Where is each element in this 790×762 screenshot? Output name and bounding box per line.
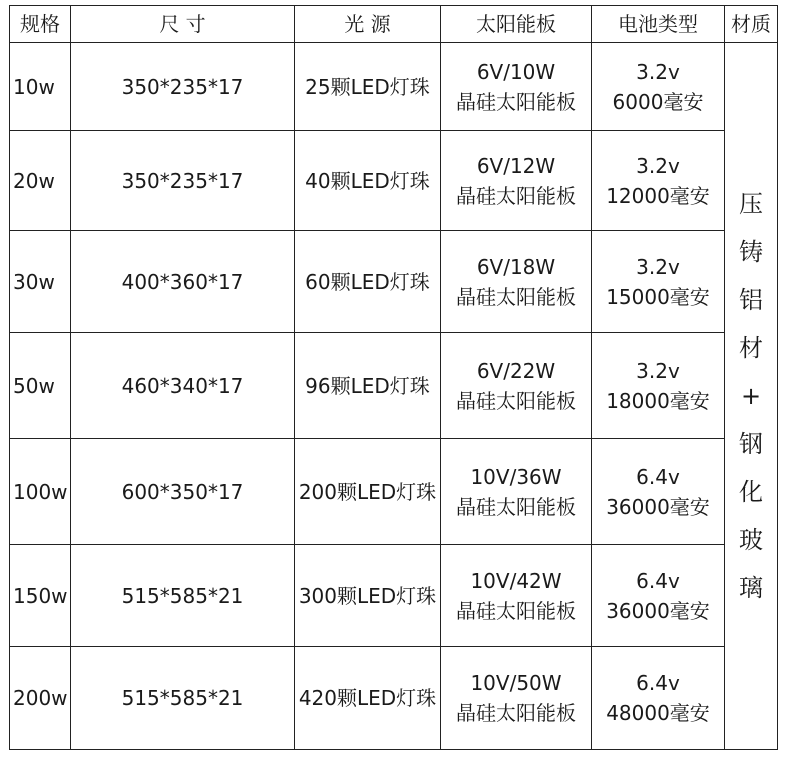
panel-type: 晶硅太阳能板: [456, 494, 576, 519]
cell-spec: 30w: [10, 231, 71, 333]
cell-panel: [441, 43, 592, 131]
material-char: +: [740, 382, 762, 410]
cell-size: 350*235*17: [71, 131, 295, 231]
cell-spec: 10w: [10, 43, 71, 131]
table-row: [10, 231, 778, 333]
material-char: 材: [739, 334, 763, 362]
panel-rating: 6V/10W: [476, 59, 556, 84]
table-row: [10, 43, 778, 131]
battery-voltage: 6.4v: [636, 464, 680, 489]
material-char: 钢: [739, 430, 763, 458]
battery-capacity: 36000毫安: [606, 494, 710, 519]
cell-battery: [592, 647, 725, 750]
cell-spec: 20w: [10, 131, 71, 231]
header-spec: 规格: [10, 6, 71, 43]
cell-light: 60颗LED灯珠: [295, 231, 441, 333]
battery-voltage: 3.2v: [636, 254, 680, 279]
table-row: [10, 647, 778, 750]
cell-spec: 100w: [10, 439, 71, 545]
cell-light: 200颗LED灯珠: [295, 439, 441, 545]
table-row: [10, 333, 778, 439]
battery-voltage: 3.2v: [636, 153, 680, 178]
panel-type: 晶硅太阳能板: [456, 598, 576, 623]
panel-type: 晶硅太阳能板: [456, 284, 576, 309]
cell-light: 96颗LED灯珠: [295, 333, 441, 439]
cell-panel: [441, 231, 592, 333]
header-row: [10, 6, 778, 43]
panel-rating: 10V/50W: [470, 671, 562, 695]
cell-size: 515*585*21: [71, 545, 295, 647]
panel-type: 晶硅太阳能板: [456, 183, 576, 208]
panel-type: 晶硅太阳能板: [456, 701, 576, 725]
cell-battery: [592, 333, 725, 439]
material-char: 玻: [739, 526, 763, 554]
battery-voltage: 6.4v: [636, 671, 680, 695]
cell-battery: [592, 439, 725, 545]
battery-capacity: 18000毫安: [606, 388, 710, 413]
cell-spec: 50w: [10, 333, 71, 439]
cell-battery: [592, 43, 725, 131]
cell-size: 515*585*21: [71, 647, 295, 750]
cell-light: 25颗LED灯珠: [295, 43, 441, 131]
material-char: 璃: [739, 574, 763, 602]
panel-rating: 6V/22W: [476, 358, 556, 383]
cell-size: 350*235*17: [71, 43, 295, 131]
table-row: [10, 439, 778, 545]
spec-table: [9, 5, 778, 750]
battery-voltage: 3.2v: [636, 358, 680, 383]
panel-rating: 6V/12W: [476, 153, 556, 178]
cell-size: 400*360*17: [71, 231, 295, 333]
cell-battery: [592, 231, 725, 333]
cell-panel: [441, 545, 592, 647]
cell-panel: [441, 131, 592, 231]
battery-capacity: 48000毫安: [606, 701, 710, 725]
material-char: 铝: [739, 286, 763, 314]
cell-spec: 150w: [10, 545, 71, 647]
cell-material: [725, 43, 778, 750]
cell-size: 460*340*17: [71, 333, 295, 439]
cell-light: 420颗LED灯珠: [295, 647, 441, 750]
cell-panel: [441, 647, 592, 750]
cell-battery: [592, 131, 725, 231]
header-battery: 电池类型: [592, 6, 725, 43]
panel-rating: 6V/18W: [476, 254, 556, 279]
cell-size: 600*350*17: [71, 439, 295, 545]
battery-capacity: 12000毫安: [606, 183, 710, 208]
material-char: 化: [739, 478, 763, 506]
battery-voltage: 3.2v: [636, 59, 680, 84]
battery-capacity: 6000毫安: [612, 89, 704, 114]
header-material: 材质: [725, 6, 778, 43]
table-row: [10, 131, 778, 231]
header-light: 光 源: [295, 6, 441, 43]
panel-type: 晶硅太阳能板: [456, 388, 576, 413]
battery-voltage: 6.4v: [636, 568, 680, 593]
panel-type: 晶硅太阳能板: [456, 89, 576, 114]
battery-capacity: 15000毫安: [606, 284, 710, 309]
panel-rating: 10V/42W: [470, 568, 562, 593]
panel-rating: 10V/36W: [470, 464, 562, 489]
header-panel: 太阳能板: [441, 6, 592, 43]
material-char: 压: [739, 190, 763, 218]
cell-light: 40颗LED灯珠: [295, 131, 441, 231]
material-char: 铸: [739, 238, 763, 266]
header-size: 尺 寸: [71, 6, 295, 43]
cell-spec: 200w: [10, 647, 71, 750]
cell-battery: [592, 545, 725, 647]
table-row: [10, 545, 778, 647]
battery-capacity: 36000毫安: [606, 598, 710, 623]
cell-panel: [441, 439, 592, 545]
cell-panel: [441, 333, 592, 439]
cell-light: 300颗LED灯珠: [295, 545, 441, 647]
